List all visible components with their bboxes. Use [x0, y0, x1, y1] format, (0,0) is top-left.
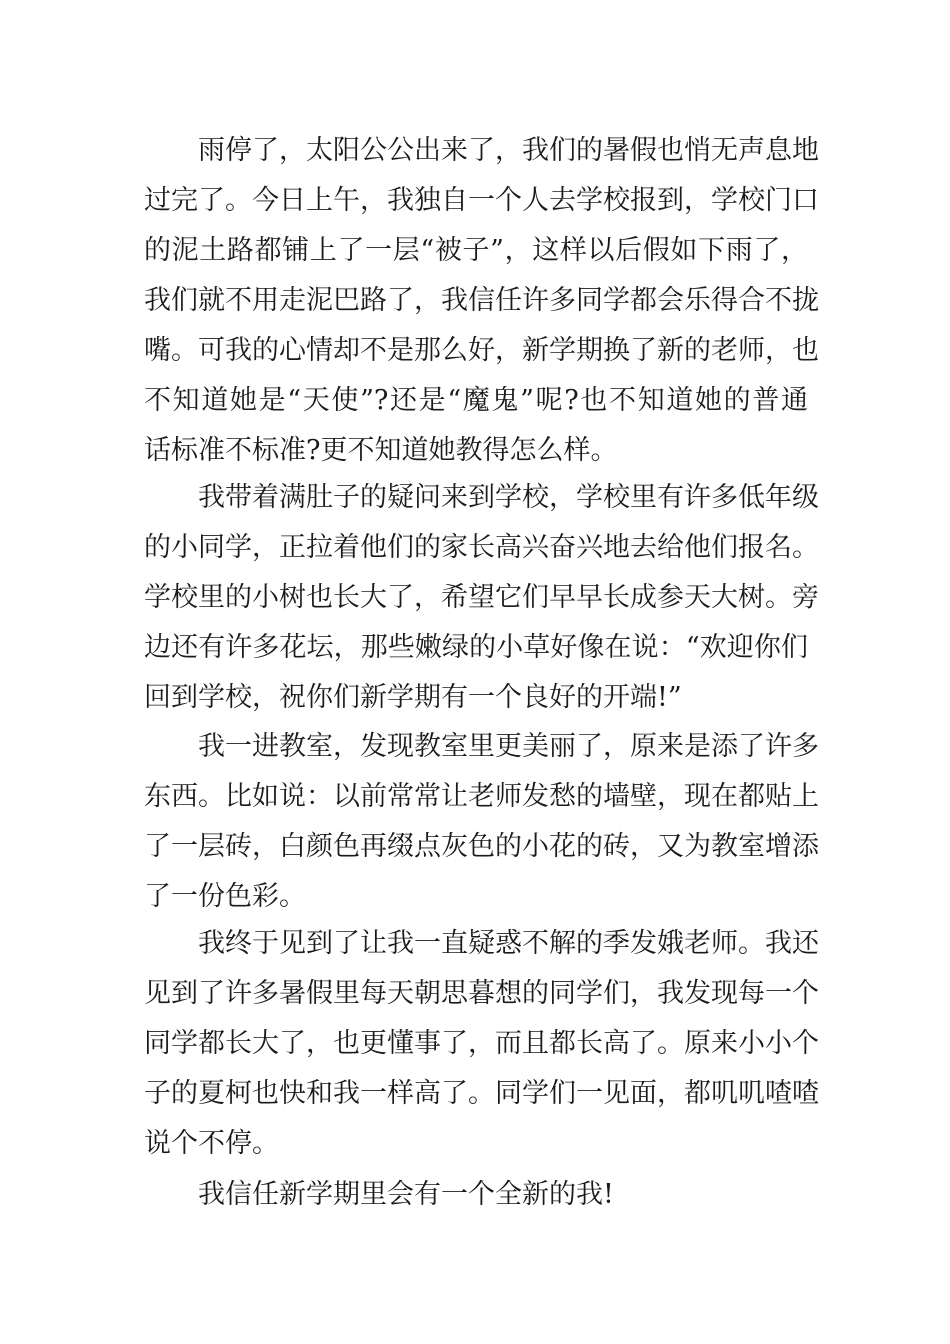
paragraph-line: 见到了许多暑假里每天朝思暮想的同学们，我发现每一个 [144, 978, 819, 1009]
paragraph-line: 不知道她是“天使”?还是“魔鬼”呢?也不知道她的普通 [144, 385, 808, 416]
paragraph-line: 学校里的小树也长大了，希望它们早早长成参天大树。旁 [144, 582, 819, 613]
paragraph-line: 我信任新学期里会有一个全新的我! [198, 1179, 614, 1210]
paragraph-line: 回到学校，祝你们新学期有一个良好的开端!” [144, 682, 682, 713]
paragraph-line: 边还有许多花坛，那些嫩绿的小草好像在说：“欢迎你们 [144, 632, 808, 663]
paragraph-line: 嘴。可我的心情却不是那么好，新学期换了新的老师，也 [144, 335, 819, 366]
paragraph-line: 子的夏柯也快和我一样高了。同学们一见面，都叽叽喳喳 [144, 1078, 819, 1109]
paragraph-line: 同学都长大了，也更懂事了，而且都长高了。原来小小个 [144, 1028, 819, 1059]
paragraph-line: 了一份色彩。 [144, 881, 306, 912]
paragraph-line: 过完了。今日上午，我独自一个人去学校报到，学校门口 [144, 185, 819, 216]
paragraph-line: 话标准不标准?更不知道她教得怎么样。 [144, 435, 618, 466]
paragraph-line: 我终于见到了让我一直疑惑不解的季发娥老师。我还 [198, 928, 819, 959]
paragraph-line: 雨停了，太阳公公出来了，我们的暑假也悄无声息地 [198, 135, 819, 166]
paragraph-line: 了一层砖，白颜色再缀点灰色的小花的砖，又为教室增添 [144, 831, 819, 862]
paragraph-line: 东西。比如说：以前常常让老师发愁的墙壁，现在都贴上 [144, 781, 819, 812]
paragraph-line: 说个不停。 [144, 1128, 279, 1159]
paragraph-line: 我们就不用走泥巴路了，我信任许多同学都会乐得合不拢 [144, 285, 819, 316]
paragraph-line: 的小同学，正拉着他们的家长高兴奋兴地去给他们报名。 [144, 532, 819, 563]
paragraph-line: 我带着满肚子的疑问来到学校，学校里有许多低年级 [198, 482, 819, 513]
paragraph-line: 我一进教室，发现教室里更美丽了，原来是添了许多 [198, 731, 819, 762]
paragraph-line: 的泥土路都铺上了一层“被子”，这样以后假如下雨了， [144, 235, 808, 266]
